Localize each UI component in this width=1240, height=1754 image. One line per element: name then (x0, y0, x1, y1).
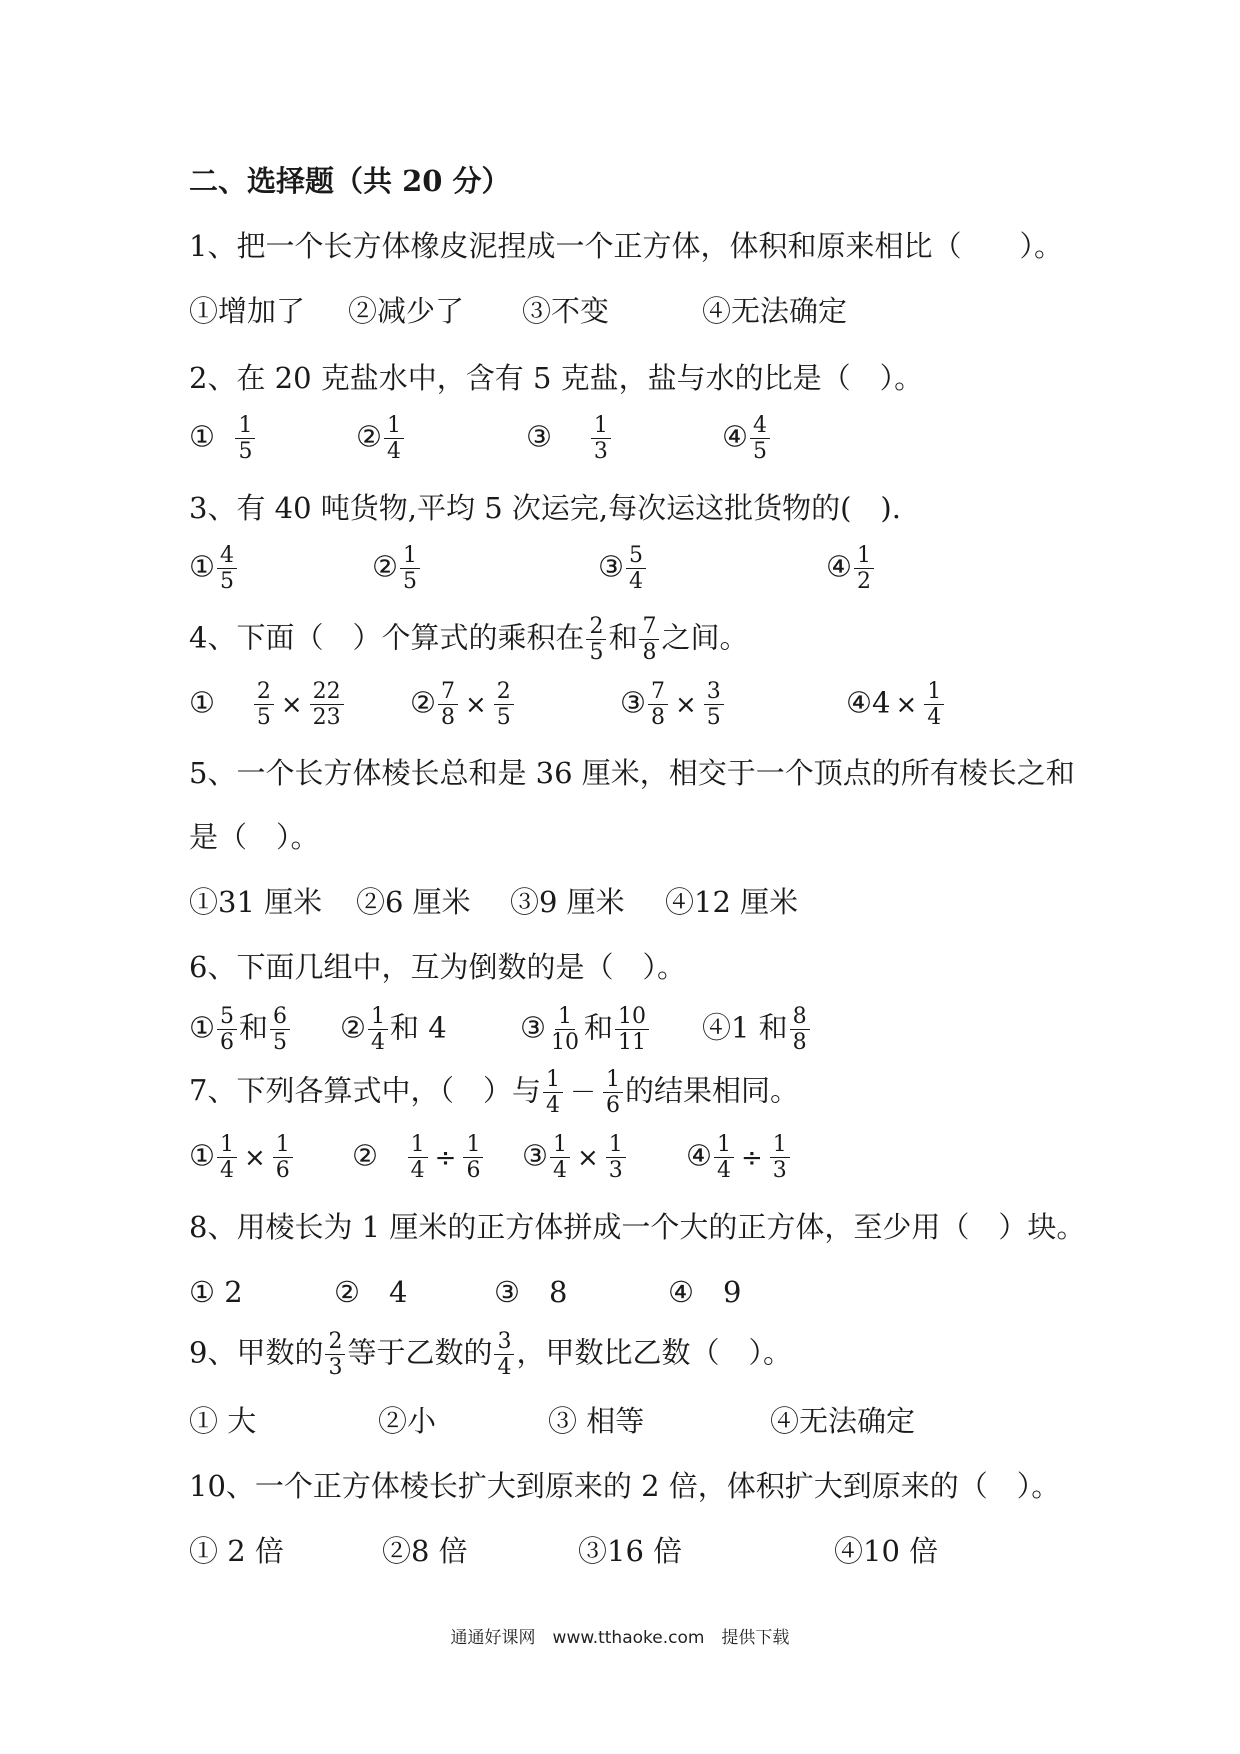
denominator: 4 (371, 1030, 385, 1056)
denominator: 5 (238, 439, 253, 465)
denominator: 4 (410, 1158, 425, 1184)
numerator: 1 (384, 414, 404, 439)
q1-option-3: ③不变 (522, 294, 610, 328)
denominator: 8 (651, 705, 665, 731)
question-4: 4、下面（ ）个算式的乘积在 $\frac{2}{5}$ 和 $\frac{7}{8}$ 之间。 (189, 614, 749, 666)
numerator: 1 (400, 544, 420, 569)
q4-option-2: ② $\frac{7}{8}$ × $\frac{2}{5}$ (410, 680, 516, 729)
denominator: 3 (328, 1355, 343, 1381)
q8-option-2: ② 4 (334, 1275, 408, 1309)
denominator: 4 (545, 1093, 560, 1119)
q3-option-3: ③ $\frac{5}{4}$ (598, 544, 648, 593)
denominator: 4 (927, 705, 942, 731)
q10-option-3: ③16 倍 (578, 1534, 683, 1568)
numerator: 1 (235, 414, 255, 439)
fraction (626, 544, 646, 593)
math-operator: × (895, 689, 918, 720)
q8-option-1: ① 2 (189, 1275, 243, 1309)
q1-option-4: ④无法确定 (702, 294, 848, 328)
denominator: 4 (629, 569, 643, 595)
fraction (603, 1068, 623, 1117)
denominator: 4 (387, 439, 401, 465)
fraction (217, 544, 237, 593)
numerator: 1 (273, 1133, 293, 1158)
fraction (325, 1330, 345, 1379)
denominator: 4 (220, 1158, 234, 1184)
denominator: 6 (275, 1158, 290, 1184)
fraction (273, 1133, 293, 1182)
numerator: 4 (750, 414, 770, 439)
question-5-line-1: 5、一个长方体棱长总和是 36 厘米，相交于一个顶点的所有棱长之和 (189, 756, 1075, 790)
math-operator: － (569, 1077, 596, 1108)
numerator: 7 (438, 680, 458, 705)
fraction (639, 615, 659, 664)
numerator: 5 (217, 1005, 237, 1030)
numerator: 1 (217, 1133, 237, 1158)
math-operator: × (465, 689, 487, 720)
numerator: 1 (550, 1133, 570, 1158)
denominator: 4 (553, 1158, 567, 1184)
numerator: 3 (494, 1330, 514, 1355)
denominator: 8 (441, 705, 455, 731)
question-7: 7、下列各算式中，（ ）与 $\frac{1}{4}$ － $\frac{1}{6}$ 的结果相同。 (189, 1067, 799, 1119)
q4-option-4: ④4 × $\frac{1}{4}$ (846, 680, 946, 729)
numerator: 4 (217, 544, 237, 569)
q4-option-3: ③ $\frac{7}{8}$ × $\frac{3}{5}$ (620, 680, 726, 729)
question-5-line-2: 是（ ）。 (189, 820, 320, 854)
q3-option-4: ④ $\frac{1}{2}$ (826, 544, 876, 593)
denominator: 5 (403, 569, 417, 595)
numerator: 1 (770, 1133, 790, 1158)
q7-option-3: ③ $\frac{1}{4}$ × $\frac{1}{3}$ (522, 1133, 628, 1182)
numerator: 1 (591, 414, 611, 439)
q10-option-1: ① 2 倍 (189, 1534, 284, 1568)
fraction (704, 680, 724, 729)
q5-option-4: ④12 厘米 (665, 885, 799, 919)
q10-option-2: ②8 倍 (382, 1534, 468, 1568)
numerator: 2 (254, 680, 274, 705)
numerator: 2 (325, 1330, 345, 1355)
numerator: 1 (924, 680, 944, 705)
fraction (648, 680, 668, 729)
numerator: 1 (463, 1133, 483, 1158)
fraction (217, 1005, 237, 1054)
numerator: 2 (494, 680, 514, 705)
question-9: 9、甲数的 $\frac{2}{3}$ 等于乙数的 $\frac{3}{4}$ ，甲数比乙数（ ）。 (189, 1329, 792, 1381)
fraction (217, 1133, 237, 1182)
fraction (270, 1005, 290, 1054)
question-2: 2、在 20 克盐水中，含有 5 克盐，盐与水的比是（ ）。 (189, 361, 924, 395)
denominator: 4 (717, 1158, 731, 1184)
numerator: 1 (368, 1005, 388, 1030)
denominator: 5 (496, 705, 511, 731)
q9-option-2: ②小 (378, 1404, 437, 1438)
numerator: 22 (310, 680, 344, 705)
section-title: 二、选择题（共 20 分） (189, 164, 511, 198)
q1-option-2: ②减少了 (348, 294, 465, 328)
numerator: 1 (543, 1068, 563, 1093)
numerator: 2 (586, 615, 606, 640)
denominator: 8 (642, 640, 657, 666)
fraction (408, 1133, 428, 1182)
q6-option-3: ③ $\frac{1}{10}$ 和 $\frac{10}{11}$ (520, 1005, 651, 1054)
fraction (494, 1330, 514, 1379)
fraction (438, 680, 458, 729)
numerator: 7 (648, 680, 668, 705)
fraction (924, 680, 944, 729)
math-operator: ÷ (434, 1142, 457, 1173)
numerator: 1 (714, 1133, 734, 1158)
q6-option-4: ④1 和 $\frac{8}{8}$ (702, 1005, 812, 1054)
q5-option-1: ①31 厘米 (189, 885, 323, 919)
q3-option-1: ① $\frac{4}{5}$ (189, 544, 239, 593)
q3-option-2: ② $\frac{1}{5}$ (372, 544, 422, 593)
fraction (494, 680, 514, 729)
denominator: 23 (312, 705, 341, 731)
denominator: 3 (593, 439, 608, 465)
footer-watermark: 通通好课网 www.tthaoke.com 提供下载 (450, 1628, 790, 1648)
q4-option-1: ① $\frac{2}{5}$ × $\frac{22}{23}$ (189, 680, 346, 729)
q5-option-3: ③9 厘米 (510, 885, 625, 919)
q7-option-2: ② $\frac{1}{4}$ ÷ $\frac{1}{6}$ (352, 1133, 485, 1182)
fraction (310, 680, 344, 729)
fraction (548, 1005, 582, 1054)
question-6: 6、下面几组中，互为倒数的是（ ）。 (189, 950, 686, 984)
denominator: 4 (497, 1355, 512, 1381)
fraction (400, 544, 420, 593)
denominator: 5 (589, 640, 604, 666)
fraction (235, 414, 255, 463)
denominator: 5 (256, 705, 271, 731)
numerator: 7 (639, 615, 659, 640)
fraction (463, 1133, 483, 1182)
q6-option-1: ① $\frac{5}{6}$ 和 $\frac{6}{5}$ (189, 1005, 292, 1054)
fraction (384, 414, 404, 463)
fraction (854, 544, 874, 593)
q2-option-3: ③ $\frac{1}{3}$ (526, 414, 613, 463)
fraction (790, 1005, 810, 1054)
fraction (254, 680, 274, 729)
q9-option-1: ① 大 (189, 1404, 257, 1438)
fraction (750, 414, 770, 463)
denominator: 5 (273, 1030, 288, 1056)
math-operator: × (280, 689, 303, 720)
q6-option-2: ② $\frac{1}{4}$ 和 4 (340, 1004, 447, 1056)
numerator: 6 (270, 1005, 290, 1030)
numerator: 10 (615, 1005, 649, 1030)
fraction (368, 1005, 388, 1054)
q1-option-1: ①增加了 (189, 294, 306, 328)
denominator: 6 (466, 1158, 481, 1184)
fraction (714, 1133, 734, 1182)
numerator: 1 (555, 1005, 575, 1030)
numerator: 1 (606, 1133, 626, 1158)
numerator: 8 (790, 1005, 810, 1030)
numerator: 3 (704, 680, 724, 705)
denominator: 8 (792, 1030, 807, 1056)
denominator: 3 (772, 1158, 787, 1184)
q9-option-3: ③ 相等 (548, 1404, 645, 1438)
question-1: 1、把一个长方体橡皮泥捏成一个正方体，体积和原来相比（ ）。 (189, 229, 1063, 263)
denominator: 5 (220, 569, 234, 595)
fraction (770, 1133, 790, 1182)
denominator: 11 (618, 1030, 647, 1056)
denominator: 10 (551, 1030, 579, 1056)
question-8: 8、用棱长为 1 厘米的正方体拼成一个大的正方体，至少用（ ）块。 (189, 1210, 1086, 1244)
fraction (615, 1005, 649, 1054)
q9-option-4: ④无法确定 (770, 1404, 916, 1438)
q10-option-4: ④10 倍 (834, 1534, 939, 1568)
question-3: 3、有 40 吨货物,平均 5 次运完,每次运这批货物的( ). (189, 491, 901, 525)
fraction (543, 1068, 563, 1117)
fraction (550, 1133, 570, 1182)
denominator: 2 (857, 569, 871, 595)
q5-option-2: ②6 厘米 (356, 885, 471, 919)
denominator: 5 (706, 705, 721, 731)
math-operator: × (577, 1142, 599, 1173)
math-operator: × (675, 689, 697, 720)
question-10: 10、一个正方体棱长扩大到原来的 2 倍，体积扩大到原来的（ ）。 (189, 1469, 1061, 1503)
q2-option-4: ④ $\frac{4}{5}$ (722, 414, 772, 463)
numerator: 1 (603, 1068, 623, 1093)
numerator: 1 (854, 544, 874, 569)
math-operator: ÷ (741, 1142, 763, 1173)
q2-option-2: ② $\frac{1}{4}$ (356, 414, 406, 463)
fraction (586, 615, 606, 664)
q8-option-4: ④ 9 (668, 1275, 742, 1309)
q7-option-4: ④ $\frac{1}{4}$ ÷ $\frac{1}{3}$ (686, 1133, 792, 1182)
q8-option-3: ③ 8 (494, 1275, 568, 1309)
math-operator: × (244, 1142, 266, 1173)
denominator: 5 (753, 439, 767, 465)
numerator: 5 (626, 544, 646, 569)
numerator: 1 (408, 1133, 428, 1158)
q2-option-1: ① $\frac{1}{5}$ (189, 414, 257, 463)
q7-option-1: ① $\frac{1}{4}$ × $\frac{1}{6}$ (189, 1133, 295, 1182)
denominator: 6 (605, 1093, 620, 1119)
fraction (591, 414, 611, 463)
denominator: 3 (608, 1158, 623, 1184)
fraction (606, 1133, 626, 1182)
denominator: 6 (220, 1030, 234, 1056)
